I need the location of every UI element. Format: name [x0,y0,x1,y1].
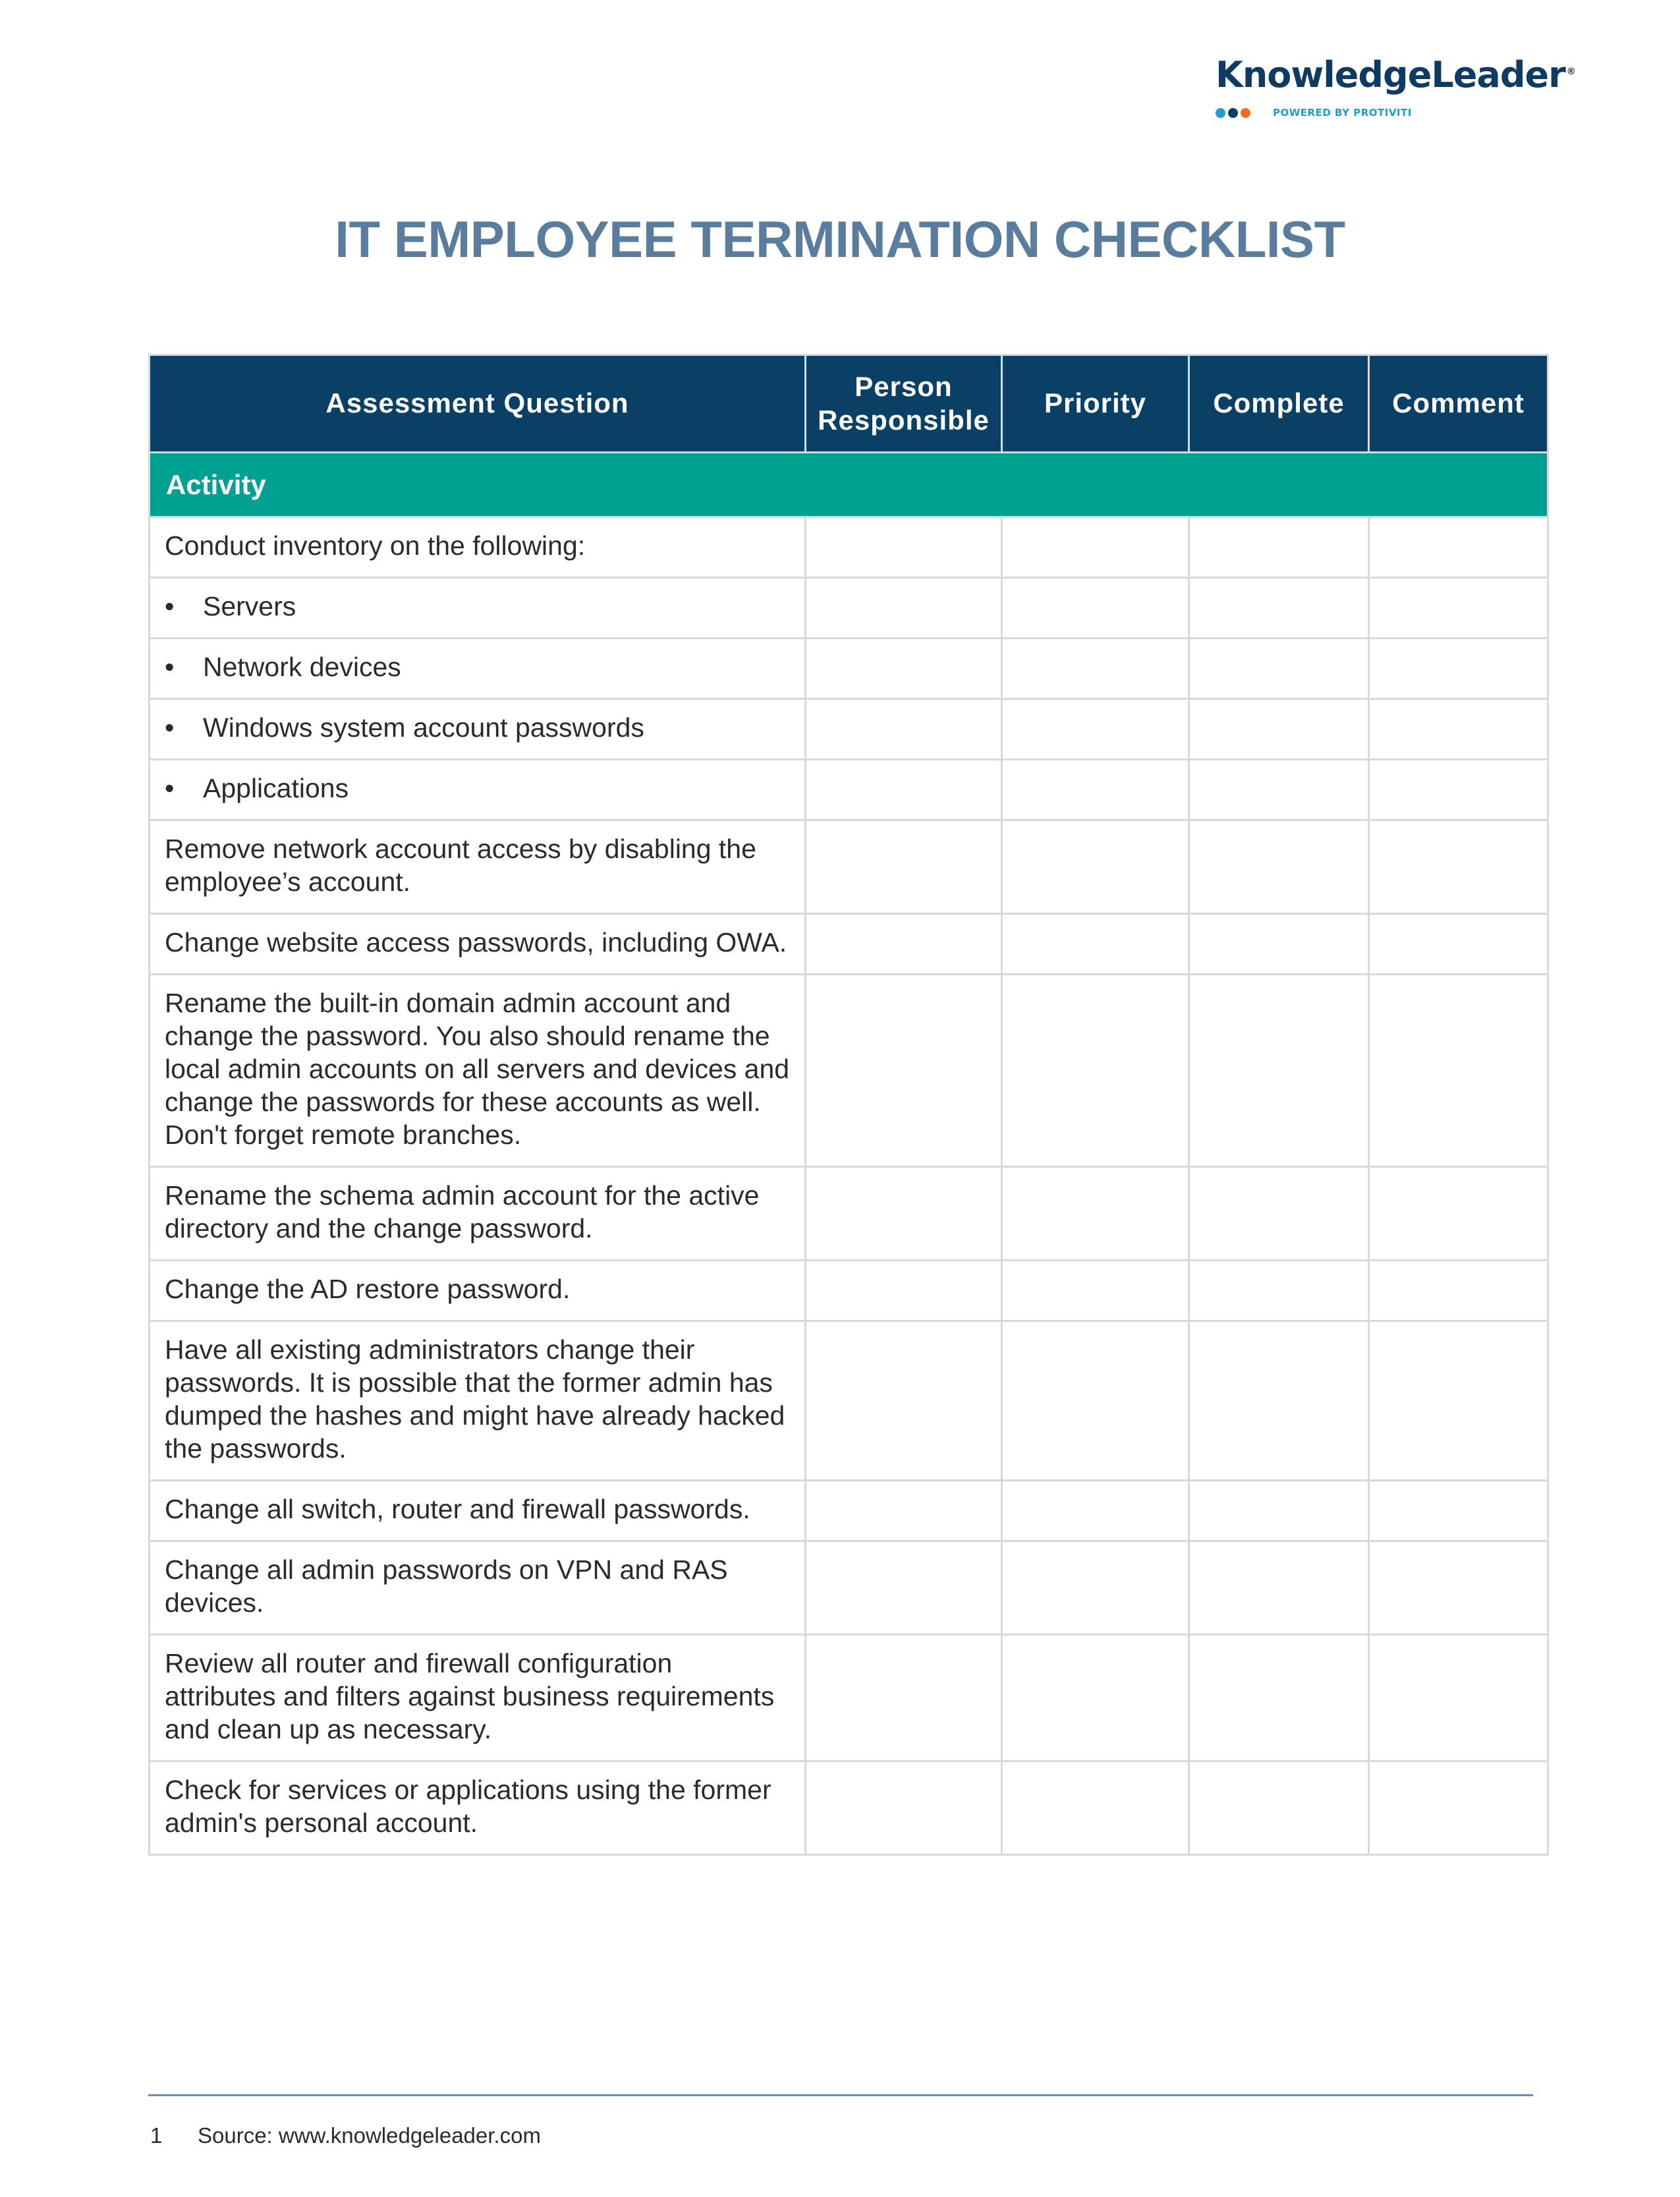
table-row [150,1167,1548,1261]
footer-divider [148,2094,1533,2096]
assessment-question-cell [150,1261,806,1321]
comment-cell[interactable] [1369,1481,1548,1541]
comment-cell[interactable] [1369,914,1548,975]
question-text: Change all switch, router and firewall passwords. [165,1494,750,1524]
table-row [150,517,1548,578]
person-responsible-cell[interactable] [806,517,1002,578]
question-text: Remove network account access by disabling the employee’s account. [165,834,756,897]
assessment-question-cell [150,578,806,639]
priority-cell[interactable] [1002,1481,1189,1541]
priority-cell[interactable] [1002,914,1189,975]
question-text: Network devices [203,652,401,682]
checklist-table [148,354,1549,1856]
person-responsible-cell[interactable] [806,699,1002,760]
logo-wordmark: KnowledgeLeader ® [1216,54,1575,96]
complete-cell[interactable] [1189,1635,1369,1761]
header-comment: Comment [1369,355,1548,453]
person-responsible-cell[interactable] [806,1481,1002,1541]
question-text: Change website access passwords, including OWA. [165,927,787,957]
logo-tagline: POWERED BY PROTIVITI [1273,107,1412,119]
assessment-question-cell [150,699,806,760]
header-priority: Priority [1002,355,1189,453]
comment-cell[interactable] [1369,1261,1548,1321]
complete-cell[interactable] [1189,1167,1369,1261]
assessment-question-cell [150,639,806,699]
comment-cell[interactable] [1369,1541,1548,1635]
table-row [150,1761,1548,1855]
question-text: Review all router and firewall configuration attributes and filters against business requirements and clean up as necessary. [165,1648,775,1744]
question-text: Change all admin passwords on VPN and RAS devices. [165,1555,728,1618]
logo-subline [1216,107,1412,119]
page-number: 1 [150,2123,163,2148]
question-text: Conduct inventory on the following: [165,530,586,561]
bullet-icon: • [165,591,175,621]
person-responsible-cell[interactable] [806,820,1002,914]
assessment-question-cell [150,820,806,914]
complete-cell[interactable] [1189,975,1369,1167]
question-text: Change the AD restore password. [165,1274,571,1304]
table-row [150,914,1548,975]
table-row [150,1635,1548,1761]
priority-cell[interactable] [1002,639,1189,699]
table-row [150,820,1548,914]
comment-cell[interactable] [1369,1321,1548,1481]
table-row [150,1541,1548,1635]
priority-cell[interactable] [1002,975,1189,1167]
complete-cell[interactable] [1189,699,1369,760]
complete-cell[interactable] [1189,578,1369,639]
person-responsible-cell[interactable] [806,1321,1002,1481]
table-row [150,1481,1548,1541]
comment-cell[interactable] [1369,1167,1548,1261]
table-row [150,975,1548,1167]
source-text: Source: www.knowledgeleader.com [198,2123,541,2148]
comment-cell[interactable] [1369,1635,1548,1761]
comment-cell[interactable] [1369,639,1548,699]
table-row [150,1321,1548,1481]
person-responsible-cell[interactable] [806,578,1002,639]
priority-cell[interactable] [1002,1761,1189,1855]
table-row [150,760,1548,820]
complete-cell[interactable] [1189,1261,1369,1321]
priority-cell[interactable] [1002,1321,1189,1481]
complete-cell[interactable] [1189,820,1369,914]
bullet-icon: • [165,652,175,682]
knowledgeleader-logo [1216,54,1575,127]
comment-cell[interactable] [1369,820,1548,914]
question-text: Rename the built-in domain admin account and change the password. You also should rename the local admin accounts on all servers and devices and change the passwords for these accounts as well. Don't forget remote branches. [165,988,790,1150]
assessment-question-cell [150,1541,806,1635]
priority-cell[interactable] [1002,1167,1189,1261]
table-row [150,578,1548,639]
priority-cell[interactable] [1002,699,1189,760]
question-text: Servers [203,591,296,621]
person-responsible-cell[interactable] [806,1761,1002,1855]
header-person-responsible: Person Responsible [806,355,1002,453]
priority-cell[interactable] [1002,1635,1189,1761]
comment-cell[interactable] [1369,578,1548,639]
table-row [150,699,1548,760]
complete-cell[interactable] [1189,517,1369,578]
assessment-question-cell [150,1761,806,1855]
section-row [150,453,1548,517]
complete-cell[interactable] [1189,914,1369,975]
assessment-question-cell [150,914,806,975]
priority-cell[interactable] [1002,517,1189,578]
person-responsible-cell[interactable] [806,1541,1002,1635]
question-text: Check for services or applications using the former admin's personal account. [165,1775,771,1838]
bullet-icon: • [165,773,175,803]
section-activity: Activity [150,453,1548,517]
assessment-question-cell [150,1481,806,1541]
person-responsible-cell[interactable] [806,914,1002,975]
bullet-icon: • [165,712,175,743]
comment-cell[interactable] [1369,699,1548,760]
question-text: Have all existing administrators change their passwords. It is possible that the former admin has dumped the hashes and might have already hacked the passwords. [165,1334,785,1464]
assessment-question-cell [150,975,806,1167]
question-text: Rename the schema admin account for the active directory and the change password. [165,1180,760,1243]
person-responsible-cell[interactable] [806,975,1002,1167]
person-responsible-cell[interactable] [806,1261,1002,1321]
header-complete: Complete [1189,355,1369,453]
page-title: IT EMPLOYEE TERMINATION CHECKLIST [335,210,1345,268]
assessment-question-cell [150,1635,806,1761]
assessment-question-cell [150,760,806,820]
priority-cell[interactable] [1002,760,1189,820]
table-row [150,1261,1548,1321]
person-responsible-cell[interactable] [806,760,1002,820]
complete-cell[interactable] [1189,760,1369,820]
question-text: Applications [203,773,349,803]
person-responsible-cell[interactable] [806,1167,1002,1261]
table-row [150,639,1548,699]
complete-cell[interactable] [1189,1761,1369,1855]
priority-cell[interactable] [1002,820,1189,914]
comment-cell[interactable] [1369,760,1548,820]
comment-cell[interactable] [1369,517,1548,578]
question-text: Windows system account passwords [203,712,644,743]
priority-cell[interactable] [1002,578,1189,639]
complete-cell[interactable] [1189,639,1369,699]
complete-cell[interactable] [1189,1541,1369,1635]
logo-dot-icon [1228,108,1238,118]
complete-cell[interactable] [1189,1481,1369,1541]
logo-dot-icon [1241,108,1250,118]
assessment-question-cell [150,517,806,578]
comment-cell[interactable] [1369,975,1548,1167]
person-responsible-cell[interactable] [806,1635,1002,1761]
complete-cell[interactable] [1189,1321,1369,1481]
priority-cell[interactable] [1002,1541,1189,1635]
logo-dot-icon [1216,108,1225,118]
priority-cell[interactable] [1002,1261,1189,1321]
assessment-question-cell [150,1321,806,1481]
header-assessment-question: Assessment Question [150,355,806,453]
header-row [150,355,1548,453]
assessment-question-cell [150,1167,806,1261]
person-responsible-cell[interactable] [806,639,1002,699]
comment-cell[interactable] [1369,1761,1548,1855]
